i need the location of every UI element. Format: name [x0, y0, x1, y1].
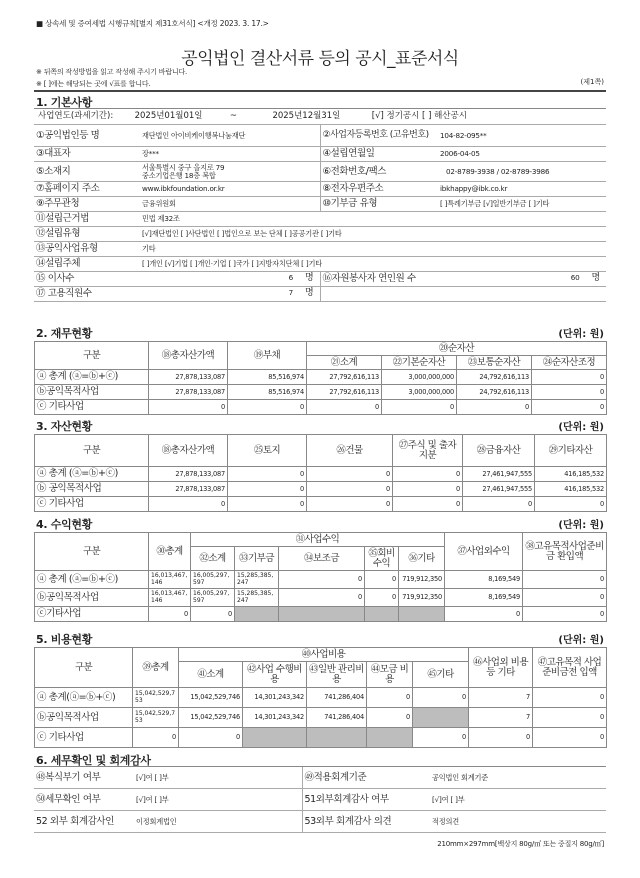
row-label: ⓐ 총계 (ⓐ=ⓑ+ⓒ): [35, 467, 149, 482]
authority-label: ⑨주무관청: [34, 197, 140, 212]
cell: 0: [535, 497, 607, 512]
regulation-line: ■ 상속세 및 증여세법 시행규칙[별지 제31호서식] <개정 2023. 3. 17.>: [36, 19, 269, 28]
cell: 0: [393, 467, 463, 482]
cell: 0: [532, 400, 607, 415]
col-normal-net: ㉓보통순자산: [457, 356, 532, 370]
col-nonbiz-cost: ㊻사업외 비용 등 기타: [469, 648, 533, 688]
col-category: 구분: [35, 342, 149, 370]
cell-disabled: [307, 728, 367, 748]
cell: 416,185,532: [535, 467, 607, 482]
tax-check-label: ㊿세무확인 여부: [34, 789, 134, 811]
cell: 15,042,529,746: [179, 708, 243, 728]
period-start: 2025년01월01일: [134, 111, 203, 122]
cell: 0: [179, 728, 243, 748]
biz-type-label: ⑬공익사업유형: [34, 242, 140, 257]
directors-label: ⑮ 이사수: [34, 272, 140, 287]
col-fund-cost: ㊹모금 비용: [367, 662, 413, 688]
founder-value[interactable]: [ ]개인 [√]기업 [ ]개인·기업 [ ]국가 [ ]지방자치단체 [ ]기타: [140, 257, 606, 272]
cell: 16,005,297,597: [191, 589, 235, 607]
cell: 0: [533, 728, 607, 748]
cell: 16,013,467,146: [149, 571, 191, 589]
col-reserve-input: ㊼고유목적 사업준비금전 입액: [533, 648, 607, 688]
authority-value: 금융위원회: [140, 197, 320, 212]
table-row: [35, 708, 607, 728]
checkbox-note: ※ [ ]에는 해당되는 곳에 √표를 합니다.: [36, 80, 151, 88]
section-assets-title: 3. 자산현황: [36, 420, 93, 433]
cell: 0: [463, 497, 535, 512]
cell: 0: [228, 482, 307, 497]
table-row: [35, 589, 607, 607]
cell: 0: [367, 688, 413, 708]
cell: 0: [532, 370, 607, 385]
row-label: ⓐ 총계 (ⓐ=ⓑ+ⓒ): [35, 370, 149, 385]
cell: 0: [279, 571, 365, 589]
col-biz-cost: ㊵사업비용: [179, 648, 469, 662]
auditor-value: 이정회계법인: [134, 811, 302, 833]
table-row: [35, 728, 607, 748]
cell: 0: [445, 607, 523, 622]
cell: 0: [533, 688, 607, 708]
revenue-table: [34, 532, 607, 622]
col-basic-net: ㉒기본순자산: [382, 356, 457, 370]
fiscal-period-row: [34, 109, 606, 125]
col-land: ㉕토지: [228, 435, 307, 467]
row-label: ⓐ 총계(ⓐ=ⓑ+ⓒ): [35, 688, 133, 708]
table-row: [35, 400, 607, 415]
cell: 27,461,947,555: [463, 467, 535, 482]
col-donation: ㉝기부금: [235, 547, 279, 571]
cell: 15,042,529,753: [133, 688, 179, 708]
biz-type-value: 기타: [140, 242, 606, 257]
cell: 15,042,529,753: [133, 708, 179, 728]
address-line-1: 서울특별시 중구 을지로 79: [142, 162, 225, 172]
est-date-label: ④설립연월일: [320, 147, 438, 162]
cell: 0: [307, 482, 393, 497]
col-admin-cost: ㊸일반 관리비용: [307, 662, 367, 688]
cell: 24,792,616,113: [457, 385, 532, 400]
finance-table: [34, 341, 607, 415]
col-subsidy: ㉞보조금: [279, 547, 365, 571]
volunteers-unit: 명: [591, 273, 600, 284]
cell: 0: [228, 400, 307, 415]
cell: 0: [469, 728, 533, 748]
row-label: ⓒ 기타사업: [35, 728, 133, 748]
assets-table: [34, 434, 607, 512]
cell: 7: [469, 708, 533, 728]
est-type-label: ⑫설립유형: [34, 227, 140, 242]
cell: 0: [413, 688, 469, 708]
cell: 0: [393, 482, 463, 497]
bizno-value: 104-82-095**: [438, 125, 606, 147]
audit-opinion-label: 53외부 회계감사 의견: [302, 811, 430, 833]
col-liabilities: ⑲부채: [228, 342, 307, 370]
sheet-number: (제1쪽): [580, 78, 604, 86]
cell: 27,878,133,087: [149, 370, 228, 385]
col-building: ㉖건물: [307, 435, 393, 467]
cell-disabled: [413, 708, 469, 728]
cell: 3,000,000,000: [382, 385, 457, 400]
volunteers-count: 60: [570, 273, 580, 283]
unit-label: (단위: 원): [558, 329, 604, 340]
row-label: ⓐ 총계 (ⓐ=ⓑ+ⓒ): [35, 571, 149, 589]
cell: 15,285,385,247: [235, 589, 279, 607]
table-row: [35, 571, 607, 589]
cell: 85,516,974: [228, 370, 307, 385]
table-row: [35, 497, 607, 512]
homepage-label: ⑦홈페이지 주소: [34, 182, 140, 197]
cell: 0: [413, 728, 469, 748]
cell: 3,000,000,000: [382, 370, 457, 385]
cell: 0: [523, 607, 607, 622]
phone-label: ⑥전화번호/팩스: [320, 162, 438, 182]
cell: 0: [382, 400, 457, 415]
external-audit-label: 51외부회계감사 여부: [302, 789, 430, 811]
law-value: 민법 제32조: [140, 212, 606, 227]
cell: 27,878,133,087: [149, 467, 228, 482]
accounting-standard-value: 공익법인 회계기준: [430, 767, 606, 789]
donation-type-value[interactable]: [ ]특례기부금 [√]일반기부금 [ ]기타: [438, 197, 606, 212]
row-label: ⓑ 공익목적사업: [35, 482, 149, 497]
disclosure-type[interactable]: [√] 정기공시 [ ] 해산공시: [371, 111, 467, 122]
auditor-label: 52 외부 회계감사인: [34, 811, 134, 833]
homepage-value: www.ibkfoundation.or.kr: [140, 182, 320, 197]
cell: 0: [367, 708, 413, 728]
cell: 27,878,133,087: [149, 385, 228, 400]
table-row: [34, 789, 606, 811]
col-exec-cost: ㊷사업 수행비용: [243, 662, 307, 688]
phone-value: 02-8789-3938 / 02-8789-3986: [438, 162, 606, 182]
cell: 0: [149, 497, 228, 512]
bookkeeping-value[interactable]: [√]여 [ ]부: [134, 767, 302, 789]
table-row: [34, 811, 606, 833]
cell: 416,185,532: [535, 482, 607, 497]
basic-info-table: [34, 108, 606, 302]
directors-count: 6: [288, 273, 293, 283]
address-value: [140, 162, 320, 182]
cell-disabled: [399, 607, 445, 622]
cell: 0: [365, 589, 399, 607]
cell-disabled: [243, 728, 307, 748]
section-revenue-title: 4. 수익현황: [36, 518, 93, 531]
tax-check-value[interactable]: [√]여 [ ]부: [134, 789, 302, 811]
col-financial: ㉘금융자산: [463, 435, 535, 467]
col-net-assets: ⑳순자산: [307, 342, 607, 356]
donation-type-label: ⑩기부금 유형: [320, 197, 438, 212]
row-label: ⓑ공익목적사업: [35, 708, 133, 728]
col-other: ㊺기타: [413, 662, 469, 688]
employees-value: [140, 287, 320, 302]
table-row: [35, 482, 607, 497]
cell: 16,005,297,597: [191, 571, 235, 589]
unit-label: (단위: 원): [558, 422, 604, 433]
table-row: [35, 385, 607, 400]
paper-spec-footer: 210mm×297mm[백상지 80g/㎡ 또는 중질지 80g/㎡]: [437, 840, 604, 848]
col-stock: ㉗주식 및 출자지분: [393, 435, 463, 467]
col-adjust-net: ㉔순자산조정: [532, 356, 607, 370]
cell: 719,912,350: [399, 589, 445, 607]
cell: 0: [457, 400, 532, 415]
col-reserve-return: ㊳고유목적사업준비금 환입액: [523, 533, 607, 571]
cell: 27,461,947,555: [463, 482, 535, 497]
section-basic-title: 1. 기본사항: [36, 96, 93, 109]
table-row: [34, 767, 606, 789]
cell: 27,792,616,113: [307, 385, 382, 400]
employees-label: ⑰ 고용직원수: [34, 287, 140, 302]
org-name-label: ①공익법인등 명: [34, 125, 140, 147]
form-title: 공익법인 결산서류 등의 공시_표준서식: [181, 49, 459, 69]
cell: 7: [469, 688, 533, 708]
employees-unit: 명: [305, 288, 314, 299]
col-subtotal: ㊶소계: [179, 662, 243, 688]
col-category: 구분: [35, 648, 133, 688]
cell-disabled: [367, 728, 413, 748]
row-label: ⓒ 기타사업: [35, 497, 149, 512]
cell: 8,169,549: [445, 571, 523, 589]
section-expense-title: 5. 비용현황: [36, 633, 93, 646]
divider: [34, 90, 606, 92]
table-row: [35, 607, 607, 622]
directors-value: [140, 272, 320, 287]
col-category: 구분: [35, 435, 149, 467]
cell: 0: [523, 589, 607, 607]
cell: 0: [307, 400, 382, 415]
col-nonbiz-revenue: ㊲사업외수익: [445, 533, 523, 571]
cell-disabled: [279, 607, 365, 622]
cell: 741,286,404: [307, 708, 367, 728]
col-total: ㉚총계: [149, 533, 191, 571]
row-label: ⓒ기타사업: [35, 607, 149, 622]
col-subtotal: ㉜소계: [191, 547, 235, 571]
cell: 0: [228, 467, 307, 482]
est-date-value: 2006-04-05: [438, 147, 606, 162]
cell: 0: [149, 607, 191, 622]
expense-table: [34, 647, 607, 748]
cell: 0: [532, 385, 607, 400]
cell: 16,013,467,146: [149, 589, 191, 607]
col-subtotal: ㉑소계: [307, 356, 382, 370]
audit-opinion-value: 적정의견: [430, 811, 606, 833]
cell: 0: [523, 571, 607, 589]
cell: 0: [133, 728, 179, 748]
email-value: ibkhappy@ibk.co.kr: [438, 182, 606, 197]
table-row: [35, 688, 607, 708]
col-biz-revenue: ㉛사업수익: [191, 533, 445, 547]
col-total: ㊴총계: [133, 648, 179, 688]
row-label: ⓑ공익목적사업: [35, 385, 149, 400]
section-finance-title: 2. 재무현황: [36, 327, 93, 340]
section-audit-title: 6. 세무확인 및 회계감사: [36, 754, 151, 767]
representative-label: ③대표자: [34, 147, 140, 162]
period-tilde: ~: [229, 111, 238, 122]
external-audit-value[interactable]: [√]여 [ ]부: [430, 789, 606, 811]
volunteers-value: [438, 272, 606, 287]
cell: 741,286,404: [307, 688, 367, 708]
bizno-label: ②사업자등록번호 (고유번호): [320, 125, 438, 147]
cell: 0: [307, 497, 393, 512]
cell: 15,042,529,746: [179, 688, 243, 708]
founder-label: ⑭설립주체: [34, 257, 140, 272]
col-total-assets: ⑱총자산가액: [149, 342, 228, 370]
address-line-2: 중소기업은행 18층 복합: [142, 170, 216, 180]
cell: 0: [533, 708, 607, 728]
cell: 15,285,385,247: [235, 571, 279, 589]
period-label: 사업연도(과세기간):: [38, 111, 114, 122]
instruction-note: ※ 뒤쪽의 작성방법을 읽고 작성해 주시기 바랍니다.: [36, 68, 188, 76]
period-end: 2025년12월31일: [272, 111, 341, 122]
col-other-assets: ㉙기타자산: [535, 435, 607, 467]
directors-unit: 명: [305, 273, 314, 284]
law-label: ⑪설립근거법: [34, 212, 140, 227]
volunteers-label: ⑯자원봉사자 연인원 수: [320, 272, 438, 287]
cell: 8,169,549: [445, 589, 523, 607]
unit-label: (단위: 원): [558, 520, 604, 531]
table-row: [35, 467, 607, 482]
cell: 85,516,974: [228, 385, 307, 400]
table-row: [35, 370, 607, 385]
audit-table: [34, 766, 606, 833]
address-label: ⑤소재지: [34, 162, 140, 182]
cell: 0: [365, 571, 399, 589]
cell: 27,878,133,087: [149, 482, 228, 497]
employees-count: 7: [288, 288, 293, 298]
row-label: ⓒ 기타사업: [35, 400, 149, 415]
cell: 27,792,616,113: [307, 370, 382, 385]
org-name-value: 재단법인 아이비케이행복나눔재단: [140, 125, 320, 147]
unit-label: (단위: 원): [558, 635, 604, 646]
cell: 0: [191, 607, 235, 622]
email-label: ⑧전자우편주소: [320, 182, 438, 197]
cell: 719,912,350: [399, 571, 445, 589]
cell: 14,301,243,342: [243, 708, 307, 728]
cell: 0: [393, 497, 463, 512]
bookkeeping-label: ㊽복식부기 여부: [34, 767, 134, 789]
cell: 0: [228, 497, 307, 512]
cell: 0: [149, 400, 228, 415]
cell: 0: [307, 467, 393, 482]
col-category: 구분: [35, 533, 149, 571]
cell-disabled: [365, 607, 399, 622]
est-type-value[interactable]: [√]재단법인 [ ]사단법인 [ ]법인으로 보는 단체 [ ]공공기관 [ ]기타: [140, 227, 606, 242]
cell: 0: [279, 589, 365, 607]
representative-value: 장***: [140, 147, 320, 162]
cell-disabled: [235, 607, 279, 622]
cell: 14,301,243,342: [243, 688, 307, 708]
col-dues: ㉟회비 수익: [365, 547, 399, 571]
accounting-standard-label: ㊾적용회계기준: [302, 767, 430, 789]
col-other: ㊱기타: [399, 547, 445, 571]
cell: 24,792,616,113: [457, 370, 532, 385]
col-total-assets: ⑱총자산가액: [149, 435, 228, 467]
row-label: ⓑ공익목적사업: [35, 589, 149, 607]
